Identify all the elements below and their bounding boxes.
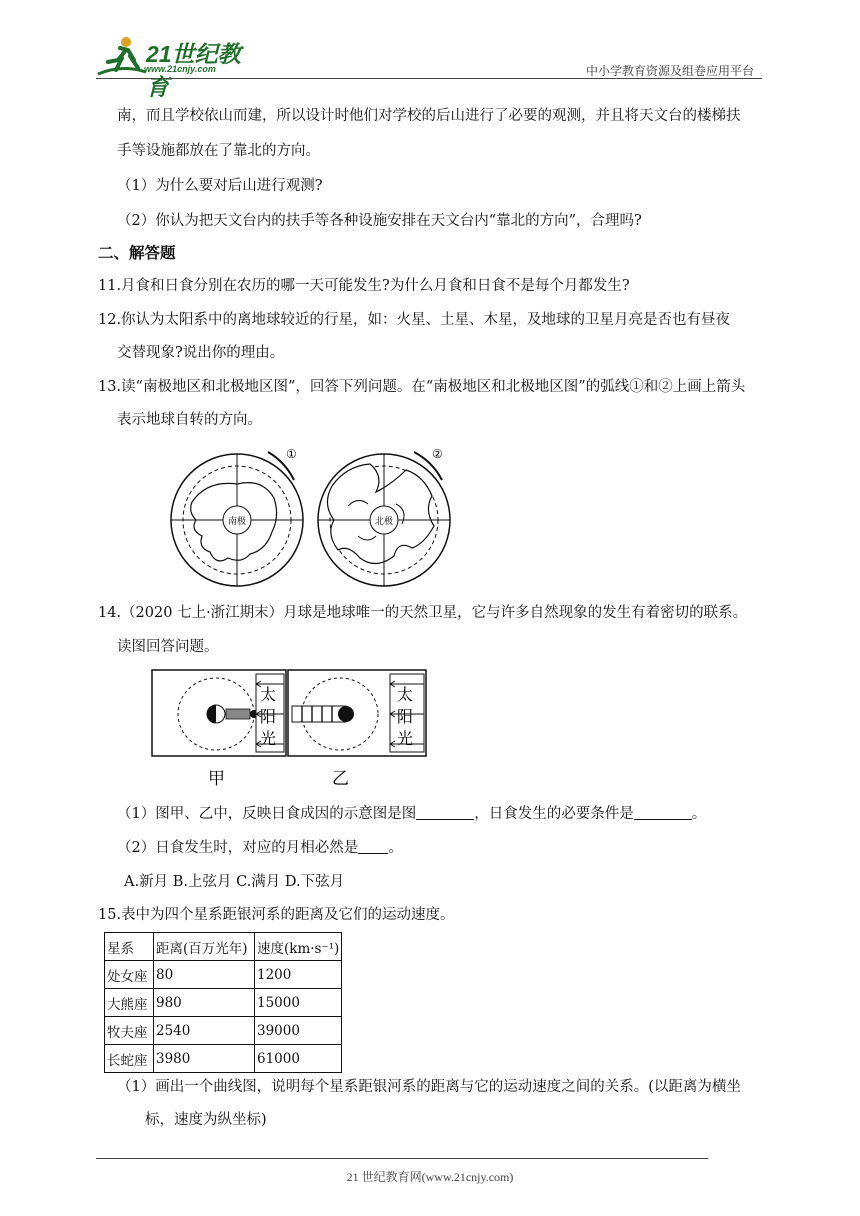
q14-sub1-part-b: ，日食发生的必要条件是 <box>474 806 634 822</box>
q12-line1: 12.你认为太阳系中的离地球较近的行星，如：火星、土星、木星，及地球的卫星月亮是否也有昼夜 <box>98 312 731 328</box>
logo-text: 21世纪教育 <box>146 41 241 100</box>
q14-sub2-part-a: （2）日食发生时，对应的月相必然是 <box>117 840 359 856</box>
table-header-row <box>105 933 342 961</box>
q14-sub1-part-a: （1）图甲、乙中，反映日食成因的示意图是图 <box>117 806 417 822</box>
table-row <box>105 1045 342 1073</box>
arc1-label: ① <box>286 447 297 461</box>
yi-sun-char-3: 光 <box>397 729 414 748</box>
table-cell: 980 <box>154 989 255 1017</box>
label-jia: 甲 <box>208 769 225 789</box>
polar-maps-figure <box>162 440 462 592</box>
q14-options: A.新月 B.上弦月 C.满月 D.下弦月 <box>124 874 345 890</box>
footer-divider <box>96 1158 708 1159</box>
header-platform-name: 中小学教育资源及组卷应用平台 <box>585 64 754 78</box>
label-yi: 乙 <box>332 769 349 789</box>
table-cell: 牧夫座 <box>105 1017 154 1045</box>
logo <box>96 34 256 100</box>
q14-sub2 <box>117 838 403 858</box>
table-cell: 61000 <box>255 1045 342 1073</box>
table-row <box>105 1017 342 1045</box>
page-footer: 21 世纪教育网(www.21cnjy.com) <box>346 1170 514 1184</box>
table-cell: 1200 <box>255 961 342 989</box>
runner-logo-icon <box>96 34 148 78</box>
jia-sun-char-2: 阳 <box>260 707 277 726</box>
jia-sun-char-1: 太 <box>260 685 277 704</box>
galaxy-table <box>104 932 342 1073</box>
q13-line1: 13.读“南极地区和北极地区图”，回答下列问题。在“南极地区和北极地区图”的弧线①和②上画上箭头 <box>98 379 746 395</box>
q10-sub1: （1）为什么要对后山进行观测? <box>117 178 323 194</box>
page-header <box>96 34 762 100</box>
q14-sub1-part-c: 。 <box>691 806 707 822</box>
table-cell: 长蛇座 <box>105 1045 154 1073</box>
q10-sub2: （2）你认为把天文台内的扶手等各种设施安排在天文台内“靠北的方向”，合理吗? <box>117 213 642 229</box>
q12-line2: 交替现象?说出你的理由。 <box>117 345 285 361</box>
q13-line2: 表示地球自转的方向。 <box>117 412 262 428</box>
logo-url: www.21cnjy.com <box>144 64 216 74</box>
header-divider <box>96 78 762 79</box>
q15-intro: 15.表中为四个星系距银河系的距离及它们的运动速度。 <box>98 907 455 923</box>
table-cell: 80 <box>154 961 255 989</box>
table-row <box>105 989 342 1017</box>
table-cell: 2540 <box>154 1017 255 1045</box>
q14-blank-3[interactable] <box>358 839 388 854</box>
jia-sun-char-3: 光 <box>260 729 277 748</box>
table-cell: 15000 <box>255 989 342 1017</box>
q14-sub2-part-b: 。 <box>388 840 403 856</box>
q14-line2: 读图回答问题。 <box>117 639 219 655</box>
table-cell: 39000 <box>255 1017 342 1045</box>
north-pole-label: 北极 <box>375 517 394 527</box>
yi-sun-char-1: 太 <box>397 685 414 704</box>
table-cell: 处女座 <box>105 961 154 989</box>
section-title: 二、解答题 <box>98 244 176 262</box>
eclipse-figure <box>150 668 430 792</box>
q14-blank-1[interactable] <box>416 805 474 820</box>
q15-sub1-line1: （1）画出一个曲线图，说明每个星系距银河系的距离与它的运动速度之间的关系。(以距离为横坐 <box>117 1079 741 1095</box>
q11-text: 11.月食和日食分别在农历的哪一天可能发生?为什么月食和日食不是每个月都发生? <box>98 278 630 294</box>
table-header-cell: 速度(km·s⁻¹) <box>255 933 342 961</box>
south-pole-label: 南极 <box>228 517 247 527</box>
arc2-label: ② <box>432 447 443 461</box>
q15-sub1-line2: 标，速度为纵坐标) <box>145 1112 267 1128</box>
q14-line1: 14.（2020 七上·浙江期末）月球是地球唯一的天然卫星，它与许多自然现象的发生有着密切的联系。 <box>98 605 748 621</box>
table-header-cell: 距离(百万光年) <box>154 933 255 961</box>
q10-line2: 手等设施都放在了靠北的方向。 <box>117 143 320 159</box>
q14-blank-2[interactable] <box>634 805 692 820</box>
q10-line1: 南，而且学校依山而建，所以设计时他们对学校的后山进行了必要的观测，并且将天文台的楼梯扶 <box>117 108 741 124</box>
q14-sub1 <box>117 804 706 824</box>
table-cell: 大熊座 <box>105 989 154 1017</box>
table-row <box>105 961 342 989</box>
table-header-cell: 星系 <box>105 933 154 961</box>
yi-sun-char-2: 阳 <box>397 707 414 726</box>
table-cell: 3980 <box>154 1045 255 1073</box>
